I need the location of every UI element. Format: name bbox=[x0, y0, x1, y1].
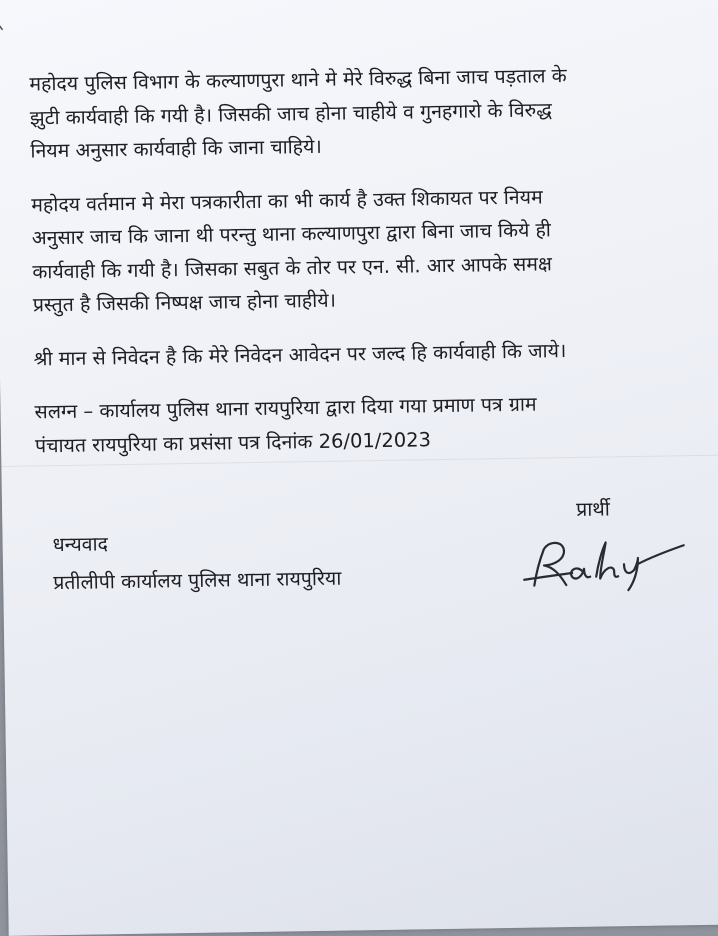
handwritten-signature bbox=[520, 533, 691, 596]
paragraph-enclosure bbox=[34, 386, 655, 463]
staple-mark-icon bbox=[0, 22, 5, 32]
paragraph-request bbox=[33, 332, 653, 375]
text-line: पंचायत रायपुरिया का प्रसंसा पत्र दिनांक 26/01/2023 bbox=[34, 427, 432, 457]
closing-block bbox=[52, 522, 341, 603]
paragraph-journalism bbox=[31, 178, 653, 322]
applicant-label: प्रार्थी bbox=[575, 497, 610, 521]
text-line: महोदय वर्तमान मे मेरा पत्रकारीता का भी कार्य है उक्त शिकायत पर नियम bbox=[31, 184, 543, 216]
paragraph-complaint bbox=[29, 58, 651, 168]
text-line: सलग्न – कार्यालय पुलिस थाना रायपुरिया द्वारा दिया गया प्रमाण पत्र ग्राम bbox=[34, 392, 537, 424]
thanks-text: धन्यवाद bbox=[52, 532, 109, 557]
text-line: कार्यवाही कि गयी है। जिसका सबुत के तोर पर एन. सी. आर आपके समक्ष bbox=[32, 251, 553, 283]
text-line: श्री मान से निवेदन है कि मेरे निवेदन आवेदन पर जल्द हि कार्यवाही कि जाये। bbox=[33, 338, 567, 370]
text-line: अनुसार जाच कि जाना थी परन्तु थाना कल्याणपुरा द्वारा बिना जाच किये ही bbox=[31, 218, 552, 250]
text-line: झुटी कार्यवाही कि गयी है। जिसकी जाच होना चाहीये व गुनहगारो के विरुद्ध bbox=[29, 97, 552, 129]
copy-to-text: प्रतीलीपी कार्यालय पुलिस थाना रायपुरिया bbox=[53, 566, 342, 595]
text-line: प्रस्तुत है जिसकी निष्पक्ष जाच होना चाहीये। bbox=[32, 288, 337, 317]
text-line: नियम अनुसार कार्यवाही कि जाना चाहिये। bbox=[30, 134, 322, 163]
text-line: महोदय पुलिस विभाग के कल्याणपुरा थाने मे मेरे विरुद्ध बिना जाच पड़ताल के bbox=[29, 64, 567, 96]
letter-body bbox=[29, 58, 655, 483]
